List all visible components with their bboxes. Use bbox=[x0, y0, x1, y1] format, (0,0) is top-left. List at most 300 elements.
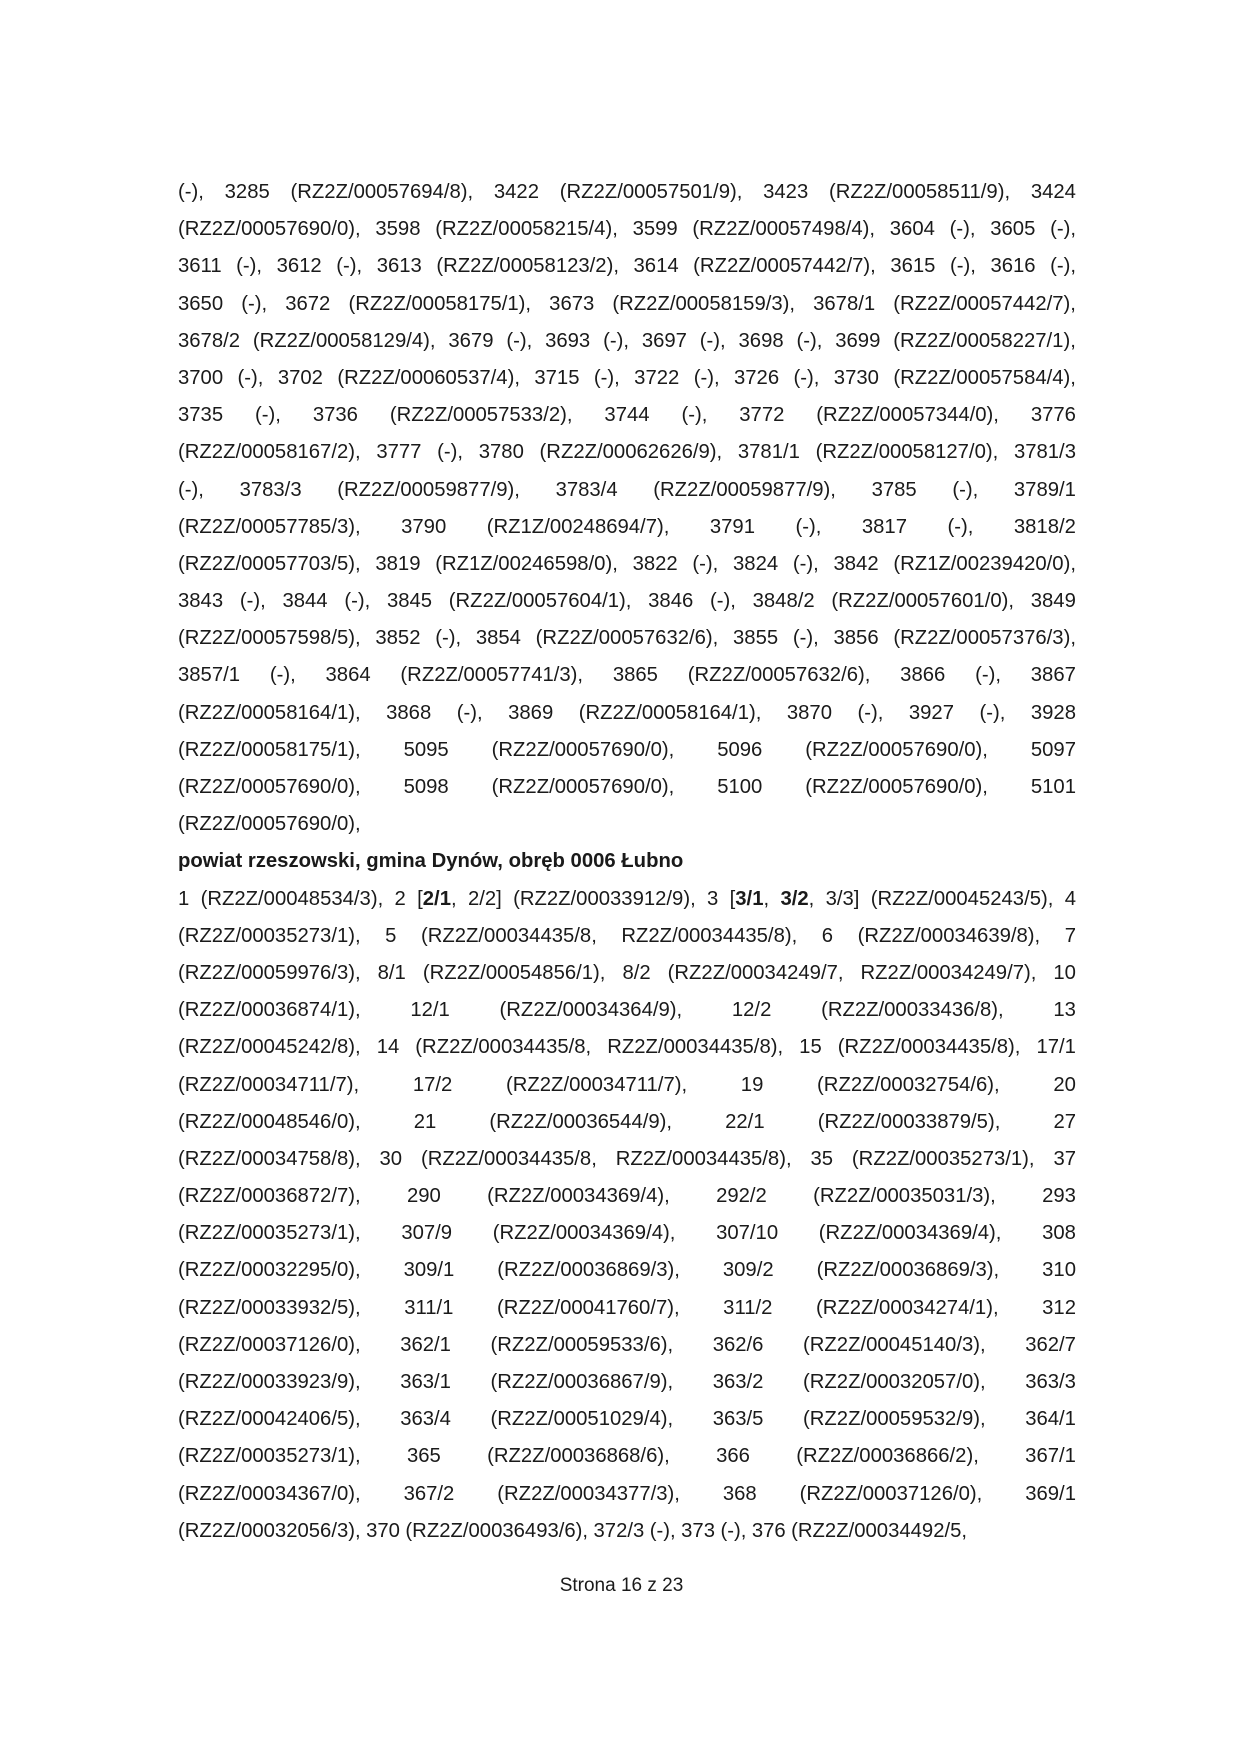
text-word: RZ2Z/00034435/8), bbox=[607, 1036, 784, 1059]
text-word: (RZ2Z/00035273/1), bbox=[178, 1222, 361, 1245]
text-word: 311/1 bbox=[404, 1296, 454, 1319]
text-word: 366 bbox=[716, 1445, 750, 1468]
text-word: (RZ2Z/00035273/1), bbox=[178, 924, 361, 947]
text-word: (RZ2Z/00057442/7), bbox=[893, 292, 1076, 315]
text-word: 3730 bbox=[833, 366, 879, 389]
text-word: 3777 bbox=[376, 441, 422, 464]
text-word: (RZ2Z/00032754/6), bbox=[817, 1073, 1000, 1096]
text-word: 3285 bbox=[224, 181, 270, 203]
text-line bbox=[178, 248, 1076, 285]
text-word: 3791 bbox=[709, 515, 755, 538]
text-word: 3869 bbox=[508, 701, 554, 724]
text-word: 5 bbox=[385, 924, 397, 947]
text-word: (-), bbox=[593, 366, 620, 389]
text-line bbox=[178, 1513, 1076, 1550]
text-word: 3865 bbox=[612, 664, 658, 687]
text-word: 3824 bbox=[733, 552, 779, 575]
text-word: (RZ2Z/00058227/1), bbox=[893, 329, 1076, 352]
text-word: (RZ2Z/00036867/9), bbox=[490, 1371, 674, 1393]
document-body bbox=[178, 174, 1076, 1550]
text-line bbox=[178, 1476, 1076, 1513]
text-word: 3817 bbox=[861, 515, 907, 538]
text-word: (RZ2Z/00058175/1), bbox=[348, 292, 532, 315]
text-word: 3848/2 bbox=[752, 590, 815, 613]
text-word: 5096 bbox=[717, 738, 763, 761]
text-word: 30 bbox=[379, 1147, 403, 1170]
text-line bbox=[178, 881, 1076, 918]
text-word: (-), bbox=[506, 329, 533, 352]
text-word: 3844 bbox=[282, 590, 328, 613]
text-word: 3842 bbox=[833, 552, 879, 575]
text-word: 3698 bbox=[738, 329, 784, 352]
text-word: 3783/3 bbox=[239, 478, 302, 501]
text-word: 3424 bbox=[1030, 181, 1076, 203]
text-word: 15 bbox=[799, 1036, 822, 1059]
text-word: 3868 bbox=[386, 701, 432, 724]
text-word: (RZ2Z/00054856/1), bbox=[422, 961, 606, 984]
text-word: (RZ2Z/00057632/6), bbox=[687, 664, 871, 687]
text-word: (-), bbox=[178, 181, 204, 203]
text-word: 3776 bbox=[1030, 404, 1076, 427]
text-word: 363/2 bbox=[712, 1371, 764, 1393]
text-line bbox=[178, 769, 1076, 806]
text-line bbox=[178, 1401, 1076, 1438]
text-word: 3785 bbox=[871, 478, 917, 501]
text-word: (-), bbox=[1050, 218, 1076, 241]
text-line bbox=[178, 583, 1076, 620]
text-word: 3846 bbox=[648, 590, 694, 613]
text-word: (RZ2Z/00034492/5, bbox=[791, 1519, 968, 1542]
text-word: (RZ2Z/00036872/7), bbox=[178, 1185, 361, 1208]
text-word: 2 bbox=[394, 887, 406, 910]
text-word: 3735 bbox=[178, 404, 224, 427]
text-word: 5101 bbox=[1030, 776, 1076, 798]
text-word: 35 bbox=[810, 1147, 834, 1170]
text-word: (RZ2Z/00036874/1), bbox=[178, 999, 361, 1022]
text-word: (RZ2Z/00032057/0), bbox=[803, 1371, 986, 1393]
text-line bbox=[178, 657, 1076, 694]
text-line bbox=[178, 1327, 1076, 1364]
text-word: (-), bbox=[236, 255, 263, 278]
text-line bbox=[178, 174, 1076, 211]
text-word: (RZ2Z/00036866/2), bbox=[796, 1445, 979, 1468]
text-word: (RZ2Z/00032295/0), bbox=[178, 1259, 361, 1282]
text-word: 311/2 bbox=[723, 1296, 773, 1319]
text-line bbox=[178, 732, 1076, 769]
text-word: (RZ2Z/00057741/3), bbox=[400, 664, 584, 687]
text-word: 3715 bbox=[534, 366, 580, 389]
text-word: 369/1 bbox=[1025, 1482, 1076, 1505]
text-word: 10 bbox=[1053, 961, 1076, 984]
text-word: 20 bbox=[1053, 1073, 1076, 1096]
text-word: (RZ2Z/00058511/9), bbox=[828, 181, 1011, 203]
text-line bbox=[178, 1290, 1076, 1327]
text-word: 3650 bbox=[178, 292, 224, 315]
text-word: (RZ2Z/00058127/0), bbox=[815, 441, 999, 464]
text-word: (RZ2Z/00057785/3), bbox=[178, 515, 361, 538]
text-word: (-), bbox=[793, 366, 820, 389]
text-word: (RZ2Z/00036544/9), bbox=[489, 1110, 673, 1133]
text-word: (RZ2Z/00037126/0), bbox=[799, 1482, 983, 1505]
parcel-list-block-2 bbox=[178, 881, 1076, 1550]
text-word: 12/2 bbox=[731, 999, 772, 1022]
text-word: 3423 bbox=[763, 181, 809, 203]
text-word: 3/3] bbox=[825, 887, 860, 910]
text-word: (RZ2Z/00057344/0), bbox=[816, 404, 999, 427]
text-word: (RZ2Z/00045140/3), bbox=[803, 1333, 986, 1356]
text-word: (RZ2Z/00057498/4), bbox=[692, 218, 876, 241]
text-word: (RZ2Z/00034711/7), bbox=[178, 1073, 360, 1096]
text-word: (RZ1Z/00248694/7), bbox=[486, 515, 670, 538]
text-word: 3673 bbox=[549, 292, 595, 315]
text-word: 8/2 bbox=[622, 961, 651, 984]
text-word: 363/3 bbox=[1025, 1371, 1076, 1393]
text-word: 3870 bbox=[786, 701, 832, 724]
section-heading: powiat rzeszowski, gmina Dynów, obręb 0006 Łubno bbox=[178, 850, 684, 873]
text-word: (RZ2Z/00045242/8), bbox=[178, 1036, 361, 1059]
text-word: (RZ2Z/00057601/0), bbox=[831, 590, 1015, 613]
text-word: 3700 bbox=[178, 366, 224, 389]
text-word: (-), bbox=[792, 627, 819, 650]
text-word: 3744 bbox=[604, 404, 650, 427]
text-word: 312 bbox=[1042, 1296, 1076, 1319]
text-line bbox=[178, 992, 1076, 1029]
text-word: (RZ2Z/00034369/4), bbox=[492, 1222, 676, 1245]
text-word: 3928 bbox=[1030, 701, 1076, 724]
text-word: (-), bbox=[255, 404, 281, 427]
text-word: 3854 bbox=[475, 627, 521, 650]
text-word: (RZ2Z/00042406/5), bbox=[178, 1408, 361, 1431]
text-word: RZ2Z/00034249/7), bbox=[860, 961, 1037, 984]
text-word: (-), bbox=[693, 366, 720, 389]
text-line bbox=[178, 211, 1076, 248]
text-word: 5095 bbox=[403, 738, 449, 761]
text-word: 3783/4 bbox=[555, 478, 618, 501]
text-line bbox=[178, 1029, 1076, 1066]
text-word: 3/2, bbox=[780, 887, 815, 910]
text-word: (RZ2Z/00057694/8), bbox=[290, 181, 474, 203]
text-word: 12/1 bbox=[410, 999, 450, 1022]
text-word: 307/9 bbox=[401, 1222, 453, 1245]
text-word: 2/2] bbox=[467, 887, 502, 910]
text-word: (-), bbox=[792, 552, 819, 575]
text-word: 3736 bbox=[312, 404, 358, 427]
text-word: (-), bbox=[699, 329, 726, 352]
text-word: (RZ2Z/00057703/5), bbox=[178, 552, 361, 575]
text-word: 372/3 bbox=[593, 1519, 645, 1542]
text-word: 3616 bbox=[990, 255, 1036, 278]
text-word: 292/2 bbox=[716, 1185, 767, 1208]
text-word: 3678/1 bbox=[813, 292, 876, 315]
text-word: (-), bbox=[795, 515, 822, 538]
text-word: 5100 bbox=[717, 776, 763, 798]
text-word: 3856 bbox=[833, 627, 879, 650]
text-word: (-), bbox=[857, 701, 884, 724]
text-word: 3697 bbox=[641, 329, 687, 352]
page-number-footer: Strona 16 z 23 bbox=[559, 1575, 684, 1596]
text-word: 367/1 bbox=[1025, 1445, 1076, 1468]
text-word: (RZ2Z/00048534/3), bbox=[200, 887, 384, 910]
text-word: (RZ2Z/00034377/3), bbox=[497, 1482, 680, 1505]
text-word: 3678/2 bbox=[178, 329, 241, 352]
text-line bbox=[178, 1178, 1076, 1215]
text-word: (RZ2Z/00058167/2), bbox=[178, 441, 361, 464]
text-word: (RZ2Z/00057690/0), bbox=[178, 218, 361, 241]
text-word: (RZ2Z/00058159/3), bbox=[612, 292, 796, 315]
text-word: 3598 bbox=[375, 218, 421, 241]
text-word: (RZ2Z/00033923/9), bbox=[178, 1371, 361, 1393]
text-line bbox=[178, 472, 1076, 509]
text-word: 3702 bbox=[277, 366, 323, 389]
text-word: (RZ2Z/00035031/3), bbox=[813, 1185, 996, 1208]
text-line bbox=[178, 1364, 1076, 1401]
text-word: (-), bbox=[649, 1519, 676, 1542]
text-word: 363/4 bbox=[400, 1408, 451, 1431]
text-word: 8/1 bbox=[377, 961, 406, 984]
text-word: (-), bbox=[709, 590, 736, 613]
text-line bbox=[178, 918, 1076, 955]
text-word: (RZ2Z/00033879/5), bbox=[817, 1110, 1001, 1133]
text-word: (RZ2Z/00057501/9), bbox=[559, 181, 743, 203]
text-word: (-), bbox=[237, 366, 264, 389]
text-line bbox=[178, 323, 1076, 360]
text-word: 3789/1 bbox=[1013, 478, 1076, 501]
text-word: 1 bbox=[178, 887, 190, 910]
text-word: (-), bbox=[681, 404, 708, 427]
text-word: 27 bbox=[1053, 1110, 1076, 1133]
text-word: 3781/1 bbox=[737, 441, 800, 464]
text-word: (RZ2Z/00059533/6), bbox=[490, 1333, 674, 1356]
text-word: (-), bbox=[949, 218, 976, 241]
text-word: 309/2 bbox=[722, 1259, 774, 1282]
text-word: (RZ2Z/00036493/6), bbox=[405, 1519, 589, 1542]
text-word: 3615 bbox=[890, 255, 936, 278]
text-line bbox=[178, 955, 1076, 992]
text-word: (RZ2Z/00034367/0), bbox=[178, 1482, 361, 1505]
text-word: (RZ2Z/00033436/8), bbox=[821, 999, 1004, 1022]
text-word: 3722 bbox=[634, 366, 680, 389]
text-word: 290 bbox=[406, 1185, 441, 1208]
text-word: (RZ2Z/00057598/5), bbox=[178, 627, 361, 650]
text-word: (-), bbox=[947, 515, 974, 538]
text-word: (RZ2Z/00035273/1), bbox=[851, 1147, 1035, 1170]
text-word: 14 bbox=[376, 1036, 400, 1059]
text-word: 3679 bbox=[448, 329, 494, 352]
text-word: (RZ2Z/00057690/0), bbox=[178, 813, 361, 836]
text-word: 3866 bbox=[900, 664, 946, 687]
text-word: 3772 bbox=[739, 404, 785, 427]
text-word: (RZ2Z/00057632/6), bbox=[535, 627, 719, 650]
text-word: 22/1 bbox=[725, 1110, 765, 1133]
text-word: RZ2Z/00034435/8), bbox=[615, 1147, 792, 1170]
text-word: (RZ2Z/00032056/3), bbox=[178, 1519, 361, 1542]
text-word: (RZ2Z/00060537/4), bbox=[337, 366, 520, 389]
text-word: (RZ2Z/00034711/7), bbox=[505, 1073, 688, 1096]
text-word: (RZ2Z/00057533/2), bbox=[389, 404, 573, 427]
text-line bbox=[178, 1141, 1076, 1178]
parcel-list-block-1 bbox=[178, 174, 1076, 843]
text-word: (RZ2Z/00059877/9), bbox=[653, 478, 836, 501]
text-word: [2/1, bbox=[417, 887, 457, 910]
text-word: 3726 bbox=[733, 366, 780, 389]
text-word: 3864 bbox=[325, 664, 371, 687]
text-word: 373 bbox=[681, 1519, 715, 1542]
text-word: (RZ2Z/00059532/9), bbox=[803, 1408, 986, 1431]
text-word: (RZ2Z/00034369/4), bbox=[487, 1185, 670, 1208]
text-word: 367/2 bbox=[403, 1482, 455, 1505]
text-word: (RZ1Z/00246598/0), bbox=[435, 552, 618, 575]
text-word: 362/7 bbox=[1025, 1333, 1076, 1356]
text-word: (RZ2Z/00034435/8), bbox=[837, 1036, 1021, 1059]
text-word: (RZ2Z/00035273/1), bbox=[178, 1445, 361, 1468]
text-word: 3852 bbox=[375, 627, 421, 650]
text-word: 370 bbox=[366, 1519, 400, 1542]
text-word: 7 bbox=[1064, 924, 1076, 947]
text-line bbox=[178, 806, 1076, 843]
text-word: 293 bbox=[1042, 1185, 1076, 1208]
text-word: (-), bbox=[336, 255, 363, 278]
text-word: [3/1, bbox=[729, 887, 770, 910]
text-line bbox=[178, 546, 1076, 583]
text-word: 3693 bbox=[545, 329, 591, 352]
text-line bbox=[178, 1252, 1076, 1289]
text-line bbox=[178, 509, 1076, 546]
text-word: 3612 bbox=[276, 255, 322, 278]
text-word: (RZ2Z/00057690/0), bbox=[491, 738, 675, 761]
text-word: (-), bbox=[692, 552, 719, 575]
text-word: 3855 bbox=[733, 627, 779, 650]
text-word: (-), bbox=[239, 590, 266, 613]
text-word: (-), bbox=[344, 590, 371, 613]
text-word: 3613 bbox=[376, 255, 422, 278]
text-word: (RZ2Z/00057690/0), bbox=[491, 776, 675, 798]
text-word: (-), bbox=[979, 701, 1006, 724]
text-word: (RZ2Z/00051029/4), bbox=[490, 1408, 674, 1431]
text-word: (RZ2Z/00059877/9), bbox=[337, 478, 520, 501]
text-word: (RZ2Z/00045243/5), bbox=[870, 887, 1054, 910]
text-word: (RZ2Z/00034364/9), bbox=[499, 999, 683, 1022]
text-word: 309/1 bbox=[403, 1259, 455, 1282]
text-word: (RZ2Z/00058175/1), bbox=[178, 738, 361, 761]
text-word: 3927 bbox=[908, 701, 954, 724]
text-word: 5097 bbox=[1030, 738, 1076, 761]
text-word: (RZ2Z/00034369/4), bbox=[818, 1222, 1002, 1245]
text-word: 363/5 bbox=[712, 1408, 764, 1431]
text-line bbox=[178, 1067, 1076, 1104]
text-line bbox=[178, 1104, 1076, 1141]
text-line bbox=[178, 620, 1076, 657]
text-word: (RZ2Z/00036868/6), bbox=[487, 1445, 670, 1468]
text-word: 37 bbox=[1053, 1147, 1076, 1170]
text-word: 307/10 bbox=[716, 1222, 779, 1245]
text-line bbox=[178, 397, 1076, 434]
text-word: (RZ2Z/00057690/0), bbox=[178, 776, 361, 798]
text-word: (-), bbox=[456, 701, 483, 724]
text-word: 3699 bbox=[835, 329, 881, 352]
text-word: 3781/3 bbox=[1013, 441, 1076, 464]
text-word: (-), bbox=[796, 329, 823, 352]
text-word: (RZ2Z/00058164/1), bbox=[578, 701, 762, 724]
text-word: (RZ2Z/00057690/0), bbox=[805, 738, 988, 761]
text-word: 364/1 bbox=[1025, 1408, 1076, 1431]
text-word: (RZ2Z/00034639/8), bbox=[857, 924, 1041, 947]
text-word: 4 bbox=[1064, 887, 1076, 910]
text-word: (RZ2Z/00034435/8, bbox=[420, 1147, 597, 1170]
text-word: 368 bbox=[722, 1482, 757, 1505]
text-word: 17/1 bbox=[1036, 1036, 1076, 1059]
text-word: (-), bbox=[437, 441, 464, 464]
text-word: (RZ2Z/00033912/9), bbox=[513, 887, 696, 910]
text-word: (RZ2Z/00057584/4), bbox=[893, 366, 1076, 389]
text-word: 362/1 bbox=[400, 1333, 451, 1356]
text-word: 19 bbox=[740, 1073, 764, 1096]
text-word: (RZ2Z/00036869/3), bbox=[497, 1259, 680, 1282]
text-word: 3867 bbox=[1030, 664, 1076, 687]
text-word: (RZ2Z/00058164/1), bbox=[178, 701, 361, 724]
text-word: 13 bbox=[1053, 999, 1076, 1022]
text-line bbox=[178, 286, 1076, 323]
text-word: 3819 bbox=[375, 552, 421, 575]
text-word: (RZ2Z/00037126/0), bbox=[178, 1333, 361, 1356]
text-word: (-), bbox=[950, 255, 976, 278]
text-word: (RZ1Z/00239420/0), bbox=[893, 552, 1076, 575]
text-word: (-), bbox=[241, 292, 268, 315]
text-word: (RZ2Z/00062626/9), bbox=[539, 441, 723, 464]
text-word: (RZ2Z/00033932/5), bbox=[178, 1296, 361, 1319]
text-word: (RZ2Z/00059976/3), bbox=[178, 961, 361, 984]
text-word: 365 bbox=[406, 1445, 441, 1468]
text-word: 308 bbox=[1042, 1222, 1076, 1245]
text-word: (RZ2Z/00034274/1), bbox=[815, 1296, 999, 1319]
text-word: (RZ2Z/00041760/7), bbox=[496, 1296, 680, 1319]
text-word: 3614 bbox=[633, 255, 679, 278]
text-word: (-), bbox=[720, 1519, 747, 1542]
text-word: (RZ2Z/00057604/1), bbox=[448, 590, 632, 613]
text-word: (RZ2Z/00034249/7, bbox=[667, 961, 844, 984]
text-word: 3845 bbox=[386, 590, 433, 613]
text-word: 363/1 bbox=[400, 1371, 451, 1393]
text-word: (-), bbox=[952, 478, 979, 501]
text-word: 3605 bbox=[990, 218, 1036, 241]
text-word: (RZ2Z/00057690/0), bbox=[805, 776, 988, 798]
text-word: 6 bbox=[821, 924, 834, 947]
text-word: 3604 bbox=[889, 218, 935, 241]
text-word: (RZ2Z/00058215/4), bbox=[435, 218, 618, 241]
text-line bbox=[178, 1215, 1076, 1252]
text-word: (RZ2Z/00058129/4), bbox=[252, 329, 436, 352]
text-word: (RZ2Z/00034435/8, bbox=[420, 924, 597, 947]
text-line bbox=[178, 1438, 1076, 1475]
text-word: 5098 bbox=[403, 776, 449, 798]
text-word: 3599 bbox=[632, 218, 678, 241]
text-word: 3611 bbox=[178, 255, 222, 278]
text-word: 3818/2 bbox=[1013, 515, 1076, 538]
text-word: 21 bbox=[413, 1110, 437, 1133]
text-word: (-), bbox=[178, 478, 204, 501]
text-word: 3422 bbox=[493, 181, 539, 203]
text-word: 376 bbox=[751, 1519, 786, 1542]
text-word: (-), bbox=[975, 664, 1001, 687]
text-line bbox=[178, 695, 1076, 732]
text-word: (-), bbox=[1050, 255, 1076, 278]
text-word: RZ2Z/00034435/8), bbox=[621, 924, 798, 947]
text-word: (RZ2Z/00034758/8), bbox=[178, 1147, 361, 1170]
text-line bbox=[178, 360, 1076, 397]
text-word: (-), bbox=[435, 627, 462, 650]
text-word: 3 bbox=[707, 887, 719, 910]
text-word: 362/6 bbox=[712, 1333, 764, 1356]
text-word: (RZ2Z/00036869/3), bbox=[816, 1259, 1000, 1282]
